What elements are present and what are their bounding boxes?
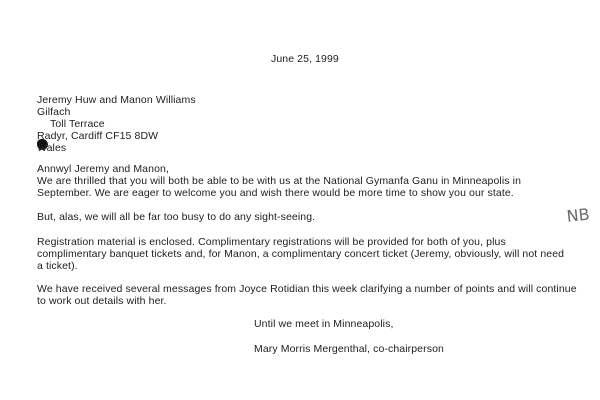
address-street: Toll Terrace	[50, 118, 105, 130]
paragraph-line: We are thrilled that you will both be able to be with us at the National Gymanfa Ganu in Minneapolis in	[37, 175, 522, 187]
paragraph-2: But, alas, we will all be far too busy to do any sight-seeing.	[37, 211, 316, 223]
address-town: Radyr, Cardiff CF15 8DW	[37, 130, 159, 142]
handwritten-annotation: NB	[565, 204, 591, 226]
closing: Until we meet in Minneapolis,	[254, 318, 394, 330]
paragraph-line: Registration material is enclosed. Complimentary registrations will be provided for both of you, plus	[37, 236, 506, 248]
address-country: Wales	[37, 142, 67, 154]
paragraph-line: a ticket).	[37, 260, 78, 272]
greeting: Annwyl Jeremy and Manon,	[37, 163, 169, 175]
paragraph-line: September. We are eager to welcome you and wish there would be more time to show you our state.	[37, 187, 514, 199]
letter-date: June 25, 1999	[271, 53, 339, 65]
address-house: Gilfach	[37, 106, 71, 118]
paragraph-line: complimentary banquet tickets and, for Manon, a complimentary concert ticket (Jeremy, obviously, will not need	[37, 248, 565, 260]
recipient-names: Jeremy Huw and Manon Williams	[37, 94, 196, 106]
paragraph-line: We have received several messages from Joyce Rotidian this week clarifying a number of points and will continue	[37, 283, 577, 295]
signature: Mary Morris Mergenthal, co-chairperson	[254, 343, 444, 355]
paragraph-line: to work out details with her.	[37, 295, 167, 307]
